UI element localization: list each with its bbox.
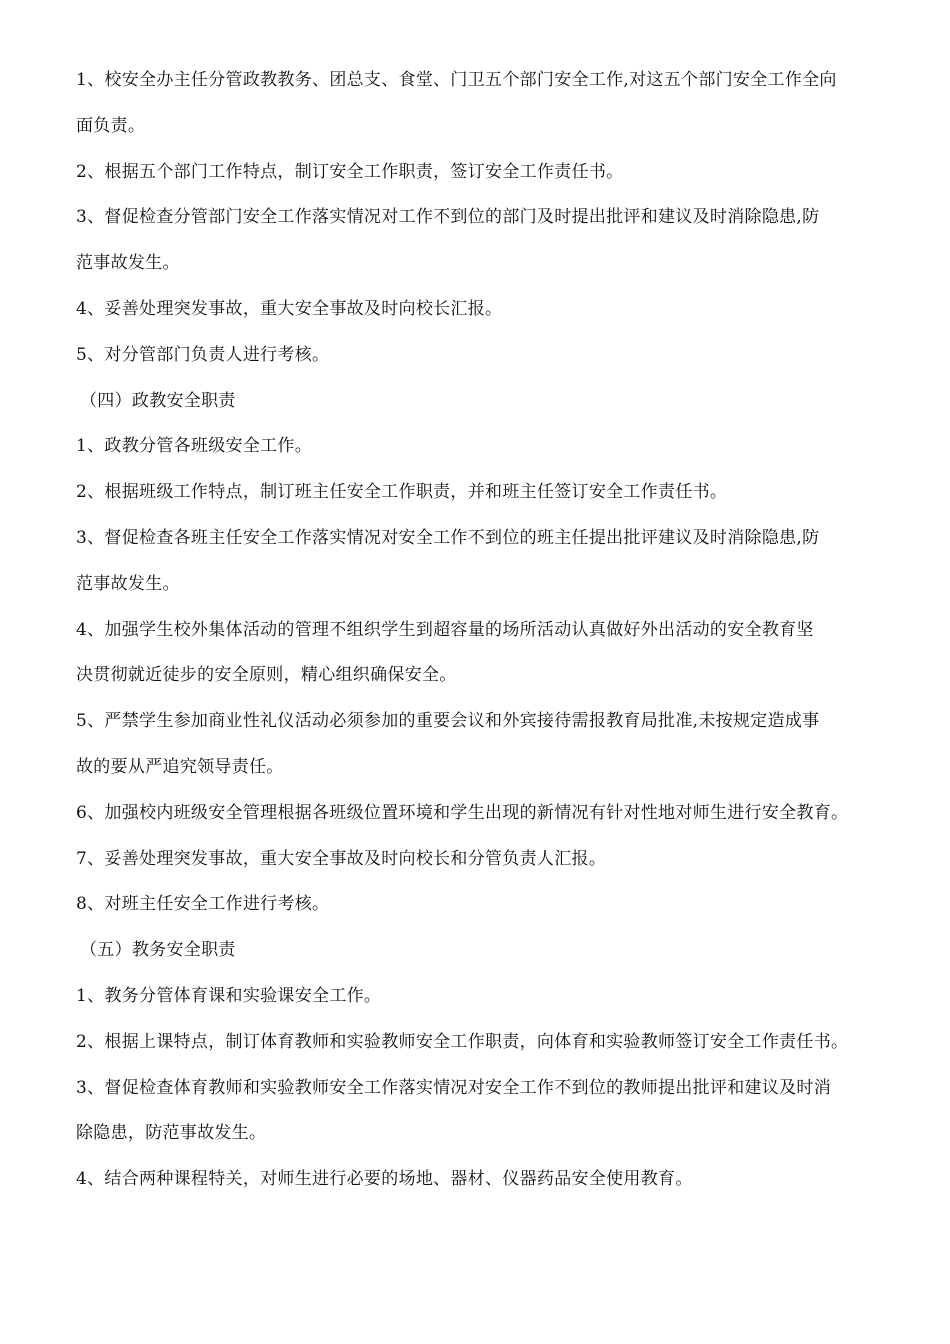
text-line: 范事故发生。 — [76, 253, 180, 274]
text-line: 2、根据上课特点，制订体育教师和实验教师安全工作职责，向体育和实验教师签订安全工作责任书。 — [76, 1031, 849, 1052]
section-heading-political: （四）政教安全职责 — [80, 390, 236, 411]
text-line: 除隐患，防范事故发生。 — [76, 1123, 267, 1144]
text-line: 8、对班主任安全工作进行考核。 — [76, 894, 330, 915]
text-line: 7、妥善处理突发事故，重大安全事故及时向校长和分管负责人汇报。 — [76, 848, 607, 869]
text-line: 2、根据班级工作特点，制订班主任安全工作职责，并和班主任签订安全工作责任书。 — [76, 482, 728, 503]
section-heading-academic: （五）教务安全职责 — [80, 940, 236, 961]
text-line: 3、督促检查各班主任安全工作落实情况对安全工作不到位的班主任提出批评建议及时消除隐患,防 — [76, 527, 820, 548]
text-line: 5、对分管部门负责人进行考核。 — [76, 344, 330, 365]
text-line: 1、政教分管各班级安全工作。 — [76, 436, 313, 457]
text-line: 决贯彻就近徒步的安全原则，精心组织确保安全。 — [76, 665, 457, 686]
text-line: 3、督促检查分管部门安全工作落实情况对工作不到位的部门及时提出批评和建议及时消除隐患,防 — [76, 207, 820, 228]
text-line: 6、加强校内班级安全管理根据各班级位置环境和学生出现的新情况有针对性地对师生进行安全教育。 — [76, 802, 849, 823]
text-line: 4、加强学生校外集体活动的管理不组织学生到超容量的场所活动认真做好外出活动的安全教育坚 — [76, 619, 814, 640]
text-line: 1、教务分管体育课和实验课安全工作。 — [76, 985, 382, 1006]
text-line: 范事故发生。 — [76, 573, 180, 594]
text-line: 3、督促检查体育教师和实验教师安全工作落实情况对安全工作不到位的教师提出批评和建议及时消 — [76, 1077, 832, 1098]
text-line: 2、根据五个部门工作特点，制订安全工作职责，签订安全工作责任书。 — [76, 161, 624, 182]
text-line: 1、校安全办主任分管政教教务、团总支、食堂、门卫五个部门安全工作,对这五个部门安全工作全向 — [76, 70, 837, 90]
text-line: 4、妥善处理突发事故，重大安全事故及时向校长汇报。 — [76, 298, 503, 319]
text-line: 5、严禁学生参加商业性礼仪活动必须参加的重要会议和外宾接待需报教育局批准,未按规定造成事 — [76, 711, 820, 732]
text-line: 面负责。 — [76, 115, 146, 136]
text-line: 故的要从严追究领导责任。 — [76, 756, 284, 777]
document-page — [76, 58, 928, 1203]
text-line: 4、结合两种课程特关，对师生进行必要的场地、器材、仪器药品安全使用教育。 — [76, 1169, 693, 1190]
